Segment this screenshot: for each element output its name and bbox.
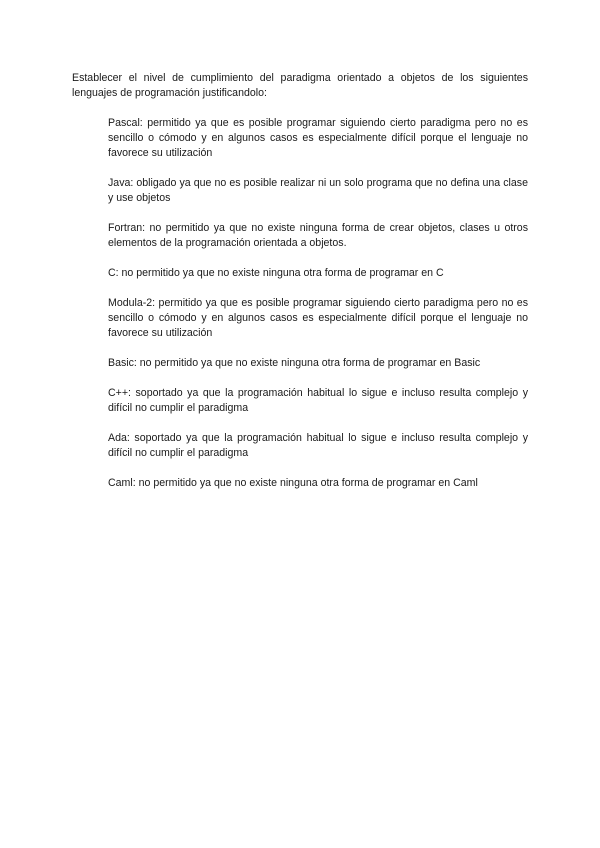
language-item-modula-2: Modula-2: permitido ya que es posible programar siguiendo cierto paradigma pero no es sencillo o cómodo y en algunos casos es especialmente difícil porque el lenguaje no favorece su utilización [108, 297, 528, 339]
language-item-basic: Basic: no permitido ya que no existe ninguna otra forma de programar en Basic [108, 357, 481, 369]
language-item-caml: Caml: no permitido ya que no existe ninguna otra forma de programar en Caml [108, 477, 478, 489]
language-list [108, 116, 528, 506]
language-item-ada: Ada: soportado ya que la programación habitual lo sigue e incluso resulta complejo y difícil no cumplir el paradigma [108, 432, 528, 459]
language-item-pascal: Pascal: permitido ya que es posible programar siguiendo cierto paradigma pero no es sencillo o cómodo y en algunos casos es especialmente difícil porque el lenguaje no favorece su utilización [108, 117, 528, 159]
intro-paragraph: Establecer el nivel de cumplimiento del paradigma orientado a objetos de los siguientes lenguajes de programación justificandolo: [72, 72, 528, 99]
language-item-c: C: no permitido ya que no existe ninguna otra forma de programar en C [108, 267, 444, 279]
language-item-cpp: C++: soportado ya que la programación habitual lo sigue e incluso resulta complejo y difícil no cumplir el paradigma [108, 387, 528, 414]
language-item-fortran: Fortran: no permitido ya que no existe ninguna forma de crear objetos, clases u otros elementos de la programación orientada a objetos. [108, 222, 528, 249]
language-item-java: Java: obligado ya que no es posible realizar ni un solo programa que no defina una clase y use objetos [108, 177, 528, 204]
